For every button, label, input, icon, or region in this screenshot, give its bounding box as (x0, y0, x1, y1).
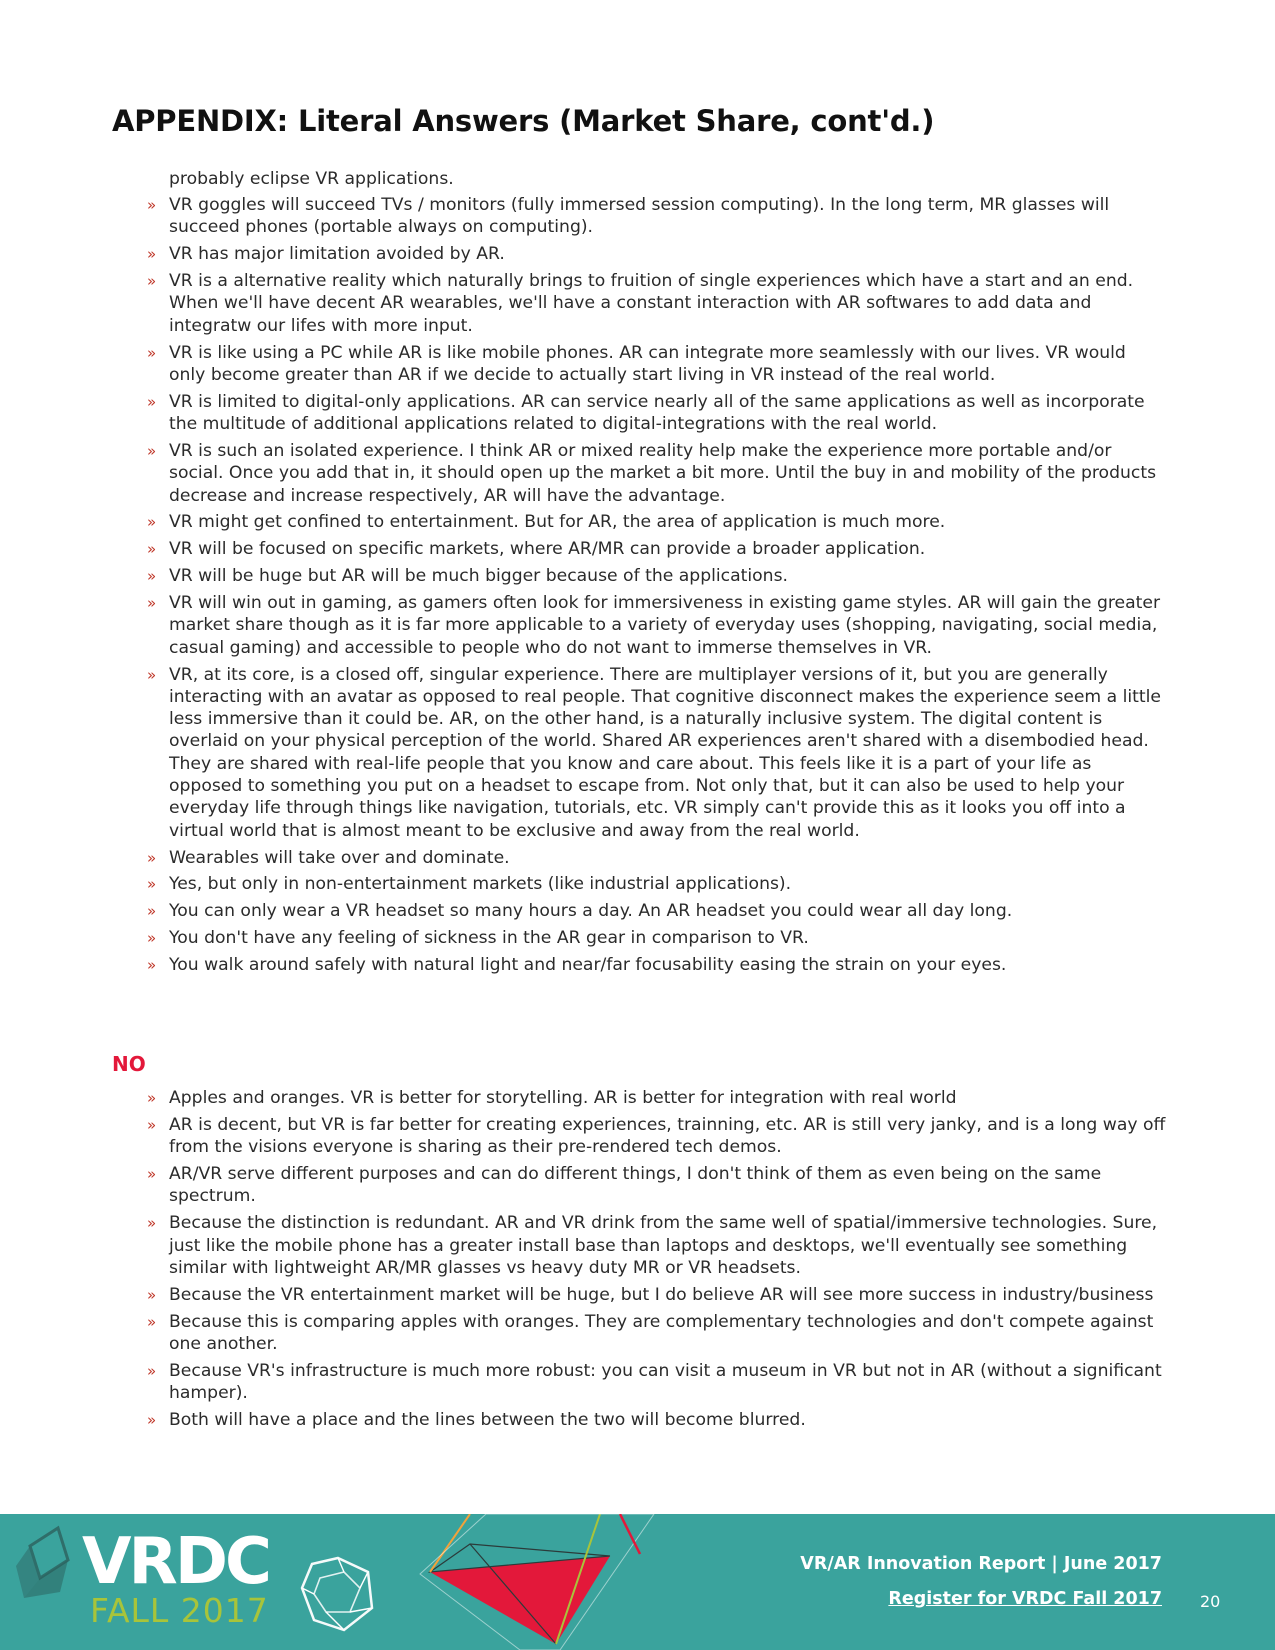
bullet-icon: » (147, 875, 157, 894)
list-item (147, 440, 1167, 507)
answer-text: VR is a alternative reality which naturally brings to fruition of single experiences which have a start and an end. When we'll have decent AR wearables, we'll have a constant interaction with AR softwares to add data and integratw our lifes with more input. (169, 271, 1134, 336)
bullet-icon: » (147, 392, 157, 411)
bullet-icon: » (147, 848, 157, 867)
list-item (147, 243, 1167, 265)
answer-text: VR is limited to digital-only applications. AR can service nearly all of the same applications as well as incorporate the multitude of additional applications related to digital-integrations with the real world. (169, 391, 1145, 435)
answer-text: Because the VR entertainment market will be huge, but I do believe AR will see more success in industry/business (169, 1284, 1154, 1305)
list-item (147, 900, 1167, 922)
answer-text: VR goggles will succeed TVs / monitors (fully immersed session computing). In the long term, MR glasses will succeed phones (portable always on computing). (169, 195, 1110, 238)
bullet-icon: » (147, 956, 157, 975)
list-item (147, 342, 1167, 387)
list-item (147, 1360, 1167, 1405)
bullet-icon: » (147, 245, 157, 264)
bullet-icon: » (147, 272, 157, 291)
bullet-icon: » (147, 1089, 157, 1107)
list-item (147, 1087, 1167, 1109)
answer-text: Wearables will take over and dominate. (169, 847, 510, 868)
bullet-icon: » (147, 567, 157, 586)
no-answers-list (147, 1087, 1167, 1436)
footer-banner (0, 1514, 1275, 1650)
bullet-icon: » (147, 902, 157, 921)
bullet-icon: » (147, 929, 157, 948)
vrdc-logo: VRDC (82, 1525, 269, 1599)
answer-text: Because VR's infrastructure is much more robust: you can visit a museum in VR but not in AR (without a significant hamper). (169, 1360, 1162, 1404)
answer-text: VR will be focused on specific markets, where AR/MR can provide a broader application. (169, 539, 926, 560)
list-item (147, 1311, 1167, 1356)
continued-answer-text: probably eclipse VR applications. (169, 169, 454, 189)
no-section-heading: NO (112, 1052, 146, 1076)
answer-text: VR, at its core, is a closed off, singular experience. There are multiplayer versions of it, but you are generally interacting with an avatar as opposed to real people. That cognitive disconnect makes the experience seem a little less immersive than it could be. AR, on the other hand, is a naturally inclusive system. The digital content is overlaid on your physical perception of the world. Shared AR experiences aren't shared with a disembodied head. They are shared with real-life people that you know and care about. This feels like it is a part of your life as opposed to something you put on a headset to escape from. Not only that, but it can also be used to help your everyday life through things like navigation, tutorials, etc. VR simply can't provide this as it looks you off into a virtual world that is almost meant to be exclusive and away from the real world. (169, 664, 1162, 841)
answer-text: AR/VR serve different purposes and can do different things, I don't think of them as even being on the same spectrum. (169, 1164, 1102, 1207)
list-item (147, 1163, 1167, 1208)
list-item (147, 664, 1167, 842)
answer-text: You don't have any feeling of sickness in the AR gear in comparison to VR. (169, 928, 809, 949)
list-item (147, 1284, 1167, 1306)
bullet-icon: » (147, 1411, 157, 1430)
bullet-icon: » (147, 540, 157, 559)
answer-text: You can only wear a VR headset so many hours a day. An AR headset you could wear all day long. (169, 901, 1013, 922)
answer-text: VR has major limitation avoided by AR. (169, 244, 505, 265)
bullet-icon: » (147, 1115, 157, 1134)
answer-text: VR is like using a PC while AR is like mobile phones. AR can integrate more seamlessly with our lives. VR would only become greater than AR if we decide to actually start living in VR instead of the real world. (169, 342, 1126, 385)
answer-text: Yes, but only in non-entertainment markets (like industrial applications). (169, 874, 792, 895)
bullet-icon: » (147, 441, 157, 460)
bullet-icon: » (147, 1361, 157, 1380)
vrdc-logo-subtitle: FALL 2017 (90, 1591, 269, 1630)
list-item (147, 1409, 1167, 1431)
answer-text: Both will have a place and the lines between the two will become blurred. (169, 1410, 806, 1431)
list-item (147, 847, 1167, 869)
answer-text: VR will be huge but AR will be much bigger because of the applications. (169, 566, 788, 587)
page-title: APPENDIX: Literal Answers (Market Share, cont'd.) (112, 104, 935, 138)
answer-text: Because this is comparing apples with oranges. They are complementary technologies and don't compete against one another. (169, 1311, 1154, 1354)
report-title: VR/AR Innovation Report | June 2017 (800, 1554, 1162, 1574)
page-number: 20 (1200, 1592, 1221, 1611)
answer-text: VR will win out in gaming, as gamers often look for immersiveness in existing game styles. AR will gain the greater market share though as it is far more applicable to a variety of everyday uses (shopping, navigating, social media, casual gaming) and accessible to people who do not want to immerse themselves in VR. (169, 593, 1161, 658)
list-item (147, 391, 1167, 436)
list-item (147, 592, 1167, 659)
bullet-icon: » (147, 513, 157, 532)
answer-text: VR is such an isolated experience. I think AR or mixed reality help make the experience more portable and/or social. Once you add that in, it should open up the market a bit more. Until the buy in and mobility of the products decrease and increase respectively, AR will have the advantage. (169, 440, 1157, 506)
list-item (147, 511, 1167, 533)
list-item (147, 565, 1167, 587)
yes-answers-list (147, 194, 1167, 981)
bullet-icon: » (147, 1214, 157, 1233)
register-link[interactable]: Register for VRDC Fall 2017 (888, 1589, 1162, 1609)
answer-text: AR is decent, but VR is far better for creating experiences, trainning, etc. AR is still very janky, and is a long way off from the visions everyone is sharing as their pre-rendered tech demos. (169, 1114, 1166, 1158)
answer-text: You walk around safely with natural light and near/far focusability easing the strain on your eyes. (169, 955, 1007, 976)
bullet-icon: » (147, 1285, 157, 1304)
list-item (147, 270, 1167, 337)
answer-text: VR might get confined to entertainment. But for AR, the area of application is much more. (169, 512, 946, 533)
bullet-icon: » (147, 665, 157, 684)
list-item (147, 1212, 1167, 1279)
list-item (147, 927, 1167, 949)
list-item (147, 954, 1167, 976)
bullet-icon: » (147, 196, 157, 214)
bullet-icon: » (147, 594, 157, 613)
list-item (147, 538, 1167, 560)
bullet-icon: » (147, 1165, 157, 1184)
answer-text: Apples and oranges. VR is better for storytelling. AR is better for integration with real world (169, 1088, 957, 1108)
list-item (147, 194, 1167, 239)
list-item (147, 1114, 1167, 1159)
answer-text: Because the distinction is redundant. AR and VR drink from the same well of spatial/immersive technologies. Sure, just like the mobile phone has a greater install base than laptops and desktops, we'll eventually see something similar with lightweight AR/MR glasses vs heavy duty MR or VR headsets. (169, 1213, 1158, 1278)
bullet-icon: » (147, 1312, 157, 1331)
bullet-icon: » (147, 343, 157, 362)
list-item (147, 873, 1167, 895)
